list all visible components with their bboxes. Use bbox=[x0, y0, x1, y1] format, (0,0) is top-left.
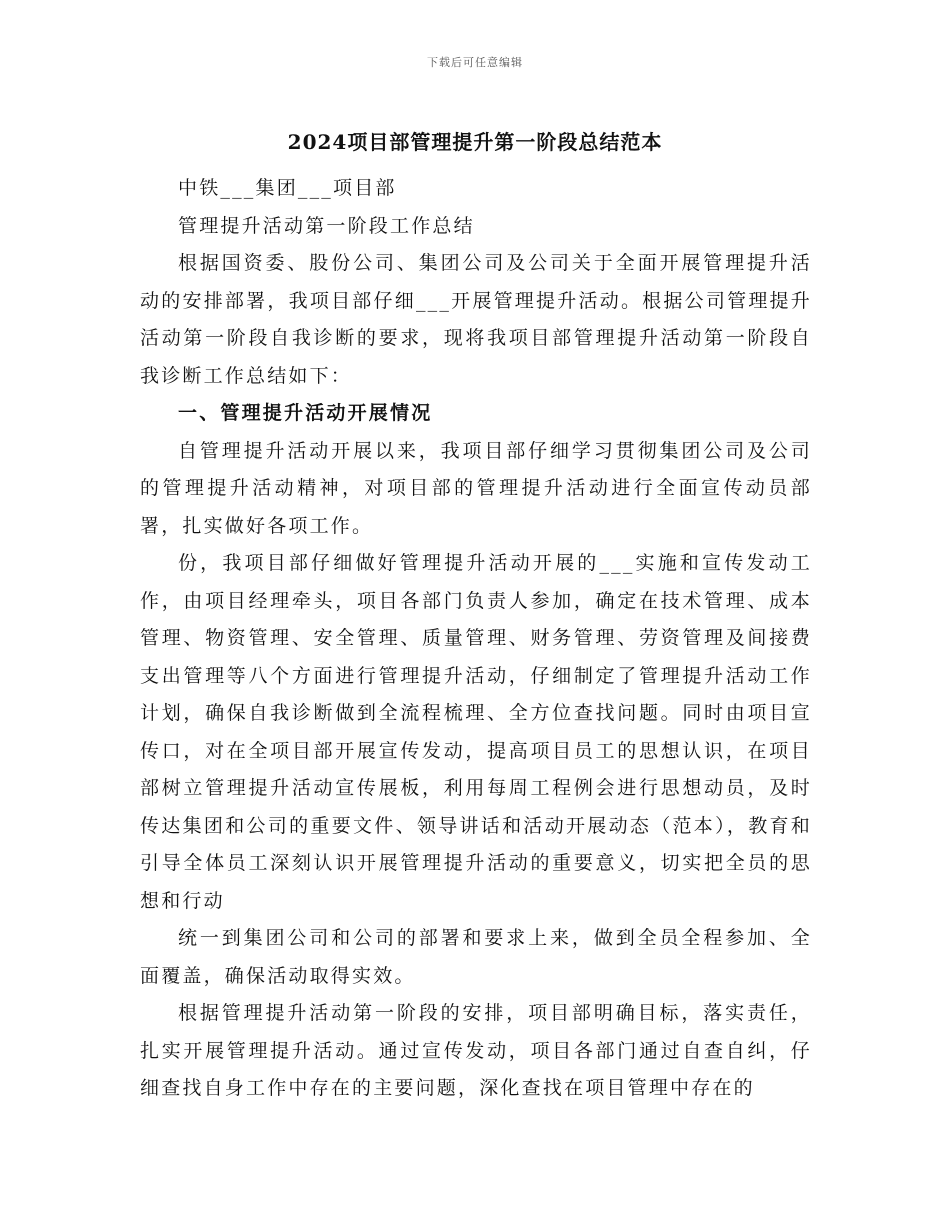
intro-paragraph: 根据国资委、股份公司、集团公司及公司关于全面开展管理提升活动的安排部署，我项目部仔细___开展管理提升活动。根据公司管理提升活动第一阶段自我诊断的要求，现将我项目部管理提升活动第一阶段自我诊断工作总结如下： bbox=[140, 252, 812, 387]
body-paragraph: 份，我项目部仔细做好管理提升活动开展的___实施和宣传发动工作，由项目经理牵头，项目各部门负责人参加，确定在技术管理、成本管理、物资管理、安全管理、质量管理、财务管理、劳资管理及间接费支出管理等八个方面进行管理提升活动，仔细制定了管理提升活动工作计划，确保自我诊断做到全流程梳理、全方位查找问题。同时由项目宣传口，对在全项目部开展宣传发动，提高项目员工的思想认识，在项目部树立管理提升活动宣传展板，利用每周工程例会进行思想动员，及时传达集团和公司的重要文件、领导讲话和活动开展动态（范本），教育和引导全体员工深刻认识开展管理提升活动的重要意义，切实把全员的思想和行动 bbox=[140, 552, 812, 912]
body-paragraph: 根据管理提升活动第一阶段的安排，项目部明确目标，落实责任，扎实开展管理提升活动。通过宣传发动，项目各部门通过自查自纠，仔细查找自身工作中存在的主要问题，深化查找在项目管理中存在的 bbox=[140, 1002, 812, 1099]
subtitle-line: 管理提升活动第一阶段工作总结 bbox=[178, 214, 475, 237]
document-title: 2024项目部管理提升第一阶段总结范本 bbox=[287, 130, 663, 154]
organization-line: 中铁___集团___项目部 bbox=[178, 177, 397, 199]
document-body bbox=[140, 170, 812, 1108]
section-heading: 一、管理提升活动开展情况 bbox=[178, 402, 433, 424]
body-paragraph: 统一到集团公司和公司的部署和要求上来，做到全员全程参加、全面覆盖，确保活动取得实效。 bbox=[140, 927, 812, 987]
header-note: 下载后可任意编辑 bbox=[427, 56, 523, 69]
body-paragraph: 自管理提升活动开展以来，我项目部仔细学习贯彻集团公司及公司的管理提升活动精神，对项目部的管理提升活动进行全面宣传动员部署，扎实做好各项工作。 bbox=[140, 439, 812, 537]
